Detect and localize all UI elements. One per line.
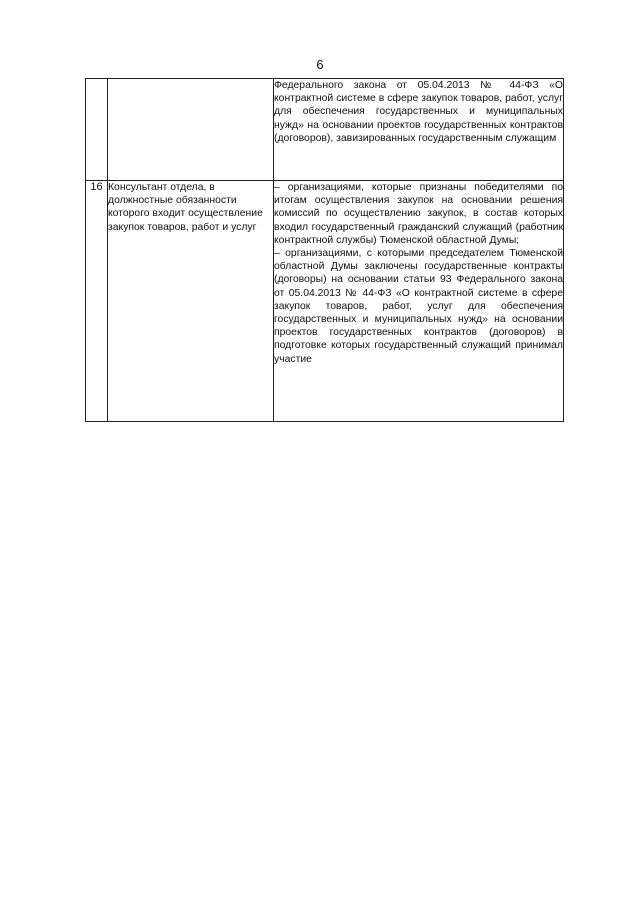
- description-cell: [274, 79, 564, 181]
- officials-table: [85, 78, 564, 422]
- table-row: [86, 181, 564, 422]
- description-cell: [274, 181, 564, 422]
- table-row: [86, 79, 564, 181]
- row-number-cell: [86, 79, 108, 181]
- page-number: 6: [316, 57, 324, 72]
- row-number-cell: 16: [86, 181, 108, 422]
- position-cell: [108, 79, 274, 181]
- description-paragraph: – организациями, которые признаны победителями по итогам осуществления закупок на основании решения комиссий по осуществлению закупок, в состав которых входил государственный гражданский служащий (работник контрактной службы) Тюменской областной Думы;: [274, 182, 563, 246]
- position-cell: Консультант отдела, в должностные обязанности которого входит осуществление закупок товаров, работ и услуг: [108, 181, 274, 422]
- description-paragraph: – организациями, с которыми председателем Тюменской областной Думы заключены государственные контракты (договоры) на основании статьи 93 Федерального закона от 05.04.2013 № 44-ФЗ «О контрактной системе в сфере закупок товаров, работ, услуг для обеспечения государственных и муниципальных нужд» на основании проектов государственных контрактов (договоров) в подготовке которых государственный служащий принимал участие: [274, 248, 563, 365]
- description-paragraph: Федерального закона от 05.04.2013 № 44-ФЗ «О контрактной системе в сфере закупок товаров, работ, услуг для обеспечения государственных и муниципальных нужд» на основании проектов государственных контрактов (договоров), завизированных государственным служащим: [274, 80, 563, 144]
